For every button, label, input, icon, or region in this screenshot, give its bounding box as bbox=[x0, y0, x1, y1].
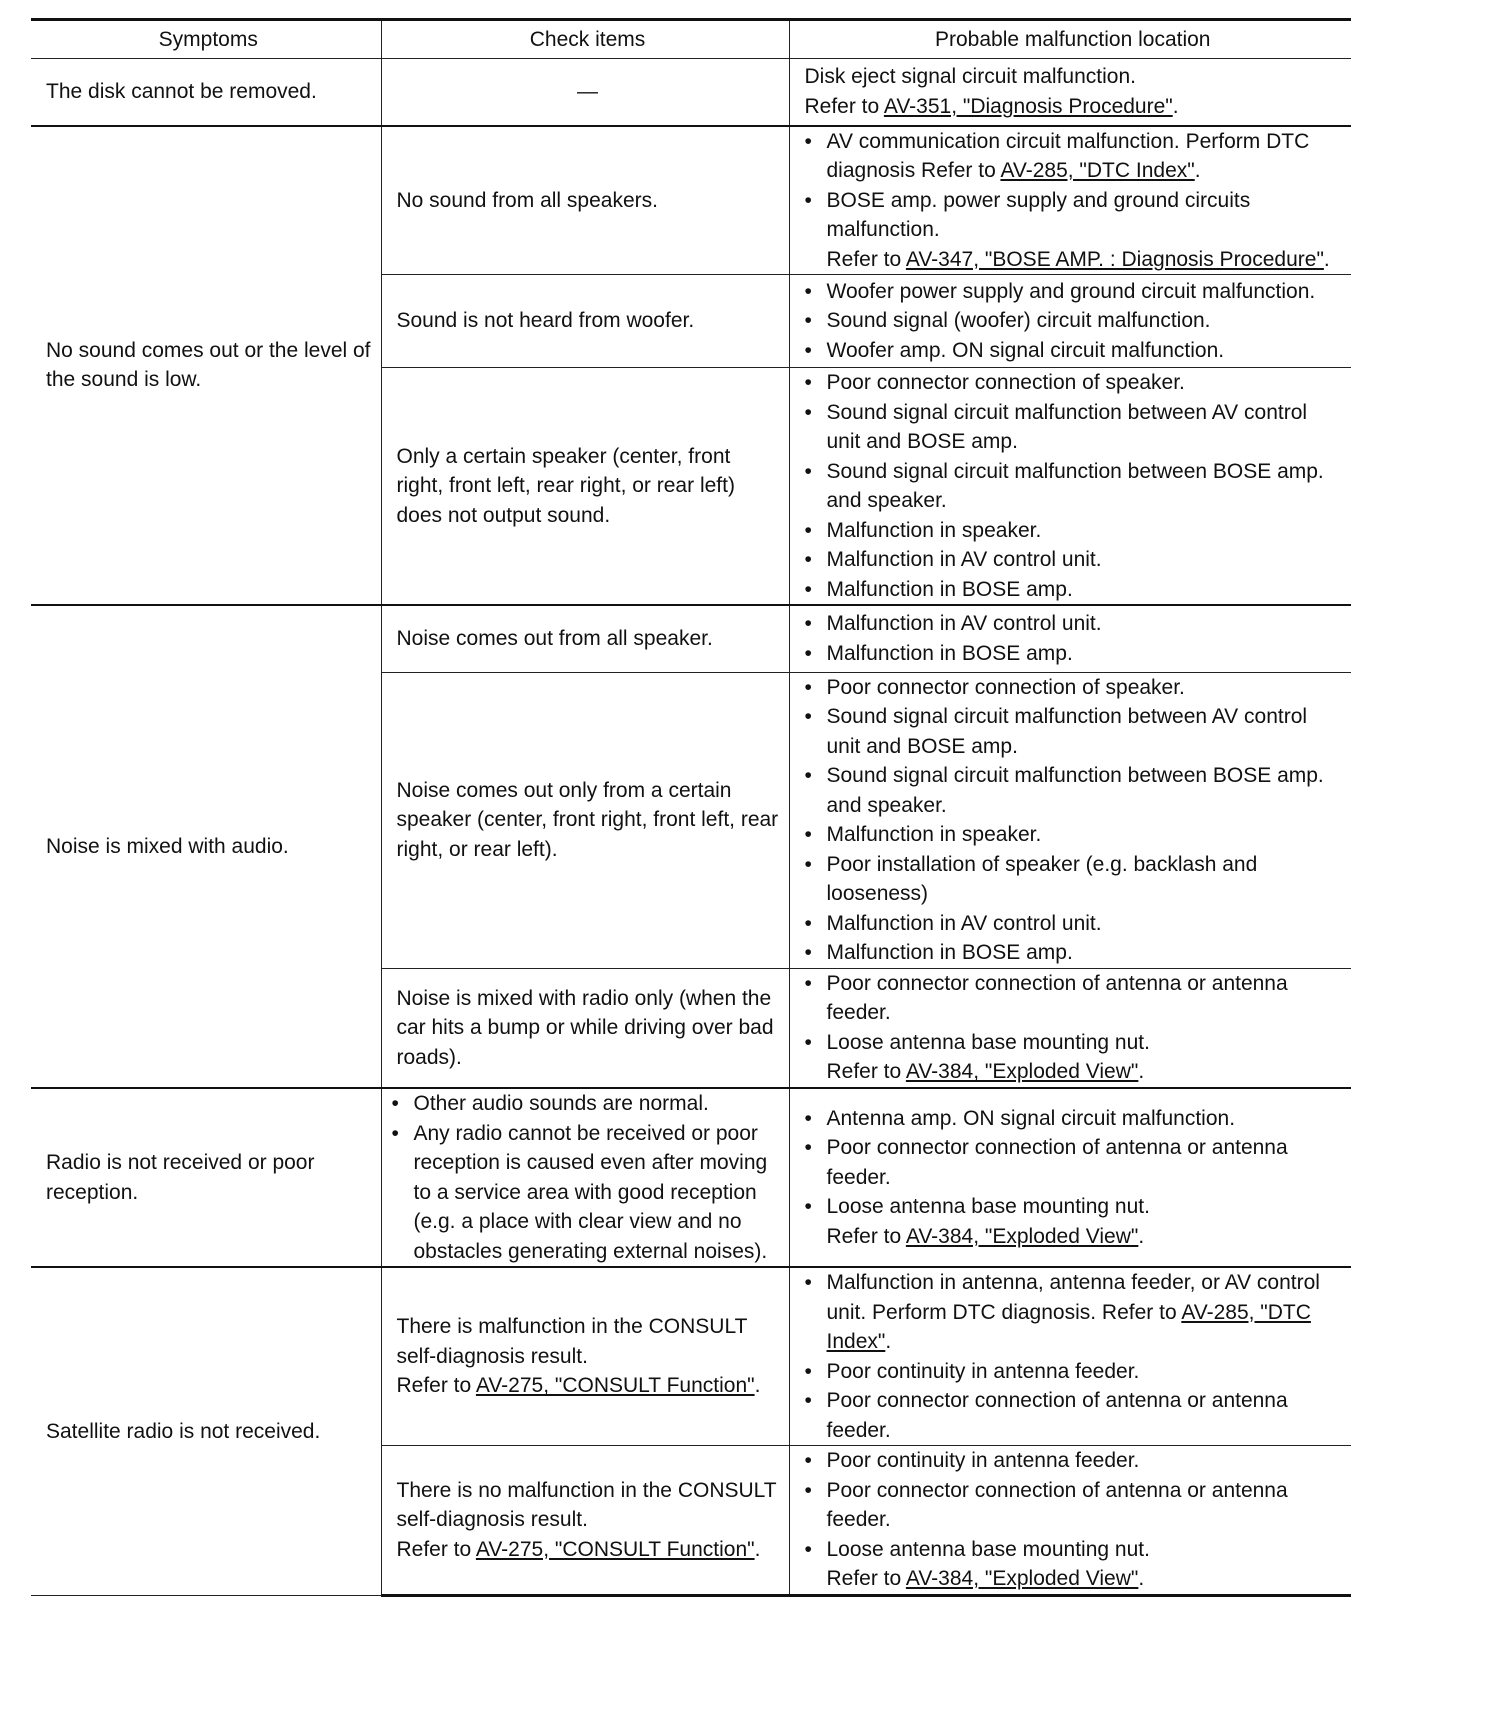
refer-text: Refer to bbox=[826, 247, 906, 271]
reference-link[interactable]: AV-384, "Exploded View" bbox=[905, 1567, 1139, 1590]
location-cell bbox=[789, 275, 1351, 368]
location-cell bbox=[789, 672, 1351, 968]
check-cell: Only a certain speaker (center, front right, front left, rear right, or rear left) does not output sound. bbox=[381, 368, 789, 606]
diagnosis-table-page bbox=[31, 18, 1351, 1597]
symptom-cell: Radio is not received or poor reception. bbox=[31, 1088, 381, 1267]
list-item bbox=[805, 127, 1342, 186]
symptom-cell: Noise is mixed with audio. bbox=[31, 605, 381, 1088]
list-item bbox=[805, 186, 1342, 275]
period: . bbox=[754, 1537, 761, 1561]
location-cell bbox=[789, 1446, 1351, 1596]
table-row bbox=[31, 126, 1351, 275]
period: . bbox=[754, 1374, 761, 1398]
table-row bbox=[31, 605, 1351, 672]
list-item: • Malfunction in AV control unit. bbox=[805, 545, 1342, 575]
location-cell bbox=[789, 1267, 1351, 1446]
check-cell: Noise is mixed with radio only (when the car hits a bump or while driving over bad roads). bbox=[381, 968, 789, 1088]
header-row bbox=[31, 20, 1351, 59]
check-text: There is no malfunction in the CONSULT self-diagnosis result. bbox=[396, 1478, 777, 1531]
location-text: Disk eject signal circuit malfunction. bbox=[804, 65, 1136, 89]
location-cell bbox=[789, 59, 1351, 126]
symptom-table bbox=[31, 18, 1351, 1597]
period: . bbox=[1138, 1567, 1145, 1590]
check-text: There is malfunction in the CONSULT self-diagnosis result. bbox=[396, 1315, 748, 1368]
symptom-cell: Satellite radio is not received. bbox=[31, 1267, 381, 1595]
reference-link[interactable]: AV-285, "DTC Index" bbox=[1000, 159, 1195, 182]
refer-text: Refer to bbox=[396, 1537, 476, 1561]
check-cell: No sound from all speakers. bbox=[381, 126, 789, 275]
header-location: Probable malfunction location bbox=[789, 20, 1351, 59]
list-item: • Poor continuity in antenna feeder. bbox=[805, 1446, 1342, 1476]
item-text: Loose antenna base mounting nut. bbox=[826, 1195, 1150, 1219]
item-text: BOSE amp. power supply and ground circuits malfunction. bbox=[826, 188, 1251, 241]
table-row bbox=[31, 1267, 1351, 1446]
list-item: • Poor connector connection of speaker. bbox=[805, 368, 1342, 398]
list-item: • Poor continuity in antenna feeder. bbox=[805, 1357, 1342, 1387]
location-cell bbox=[789, 368, 1351, 606]
header-symptoms: Symptoms bbox=[31, 20, 381, 59]
list-item: • Malfunction in BOSE amp. bbox=[805, 575, 1342, 605]
list-item: • Malfunction in speaker. bbox=[805, 820, 1342, 850]
list-item: • Malfunction in AV control unit. bbox=[805, 909, 1342, 939]
list-item: • Poor connector connection of antenna or antenna feeder. bbox=[805, 969, 1342, 1028]
symptom-cell: The disk cannot be removed. bbox=[31, 59, 381, 126]
reference-link[interactable]: AV-351, "Diagnosis Procedure" bbox=[883, 94, 1173, 118]
item-text: AV communication circuit malfunction. Perform DTC diagnosis Refer to bbox=[826, 129, 1310, 182]
item-text: Loose antenna base mounting nut. bbox=[826, 1030, 1150, 1054]
reference-link[interactable]: AV-275, "CONSULT Function" bbox=[475, 1374, 755, 1398]
list-item bbox=[805, 1028, 1342, 1087]
list-item: • Sound signal (woofer) circuit malfunction. bbox=[805, 306, 1342, 336]
check-cell: Noise comes out from all speaker. bbox=[381, 605, 789, 672]
header-check-items: Check items bbox=[381, 20, 789, 59]
list-item bbox=[805, 1268, 1342, 1357]
list-item: • Sound signal circuit malfunction between AV control unit and BOSE amp. bbox=[805, 702, 1342, 761]
list-item: • Sound signal circuit malfunction between BOSE amp. and speaker. bbox=[805, 457, 1342, 516]
location-cell bbox=[789, 1088, 1351, 1267]
list-item: • Antenna amp. ON signal circuit malfunction. bbox=[805, 1104, 1342, 1134]
list-item: • Poor installation of speaker (e.g. backlash and looseness) bbox=[805, 850, 1342, 909]
list-item: • Woofer amp. ON signal circuit malfunction. bbox=[805, 336, 1342, 366]
location-cell bbox=[789, 605, 1351, 672]
list-item: • Malfunction in AV control unit. bbox=[805, 609, 1342, 639]
location-cell bbox=[789, 126, 1351, 275]
period: . bbox=[885, 1330, 892, 1353]
table-row bbox=[31, 59, 1351, 126]
list-item: • Malfunction in BOSE amp. bbox=[805, 938, 1342, 968]
refer-text: Refer to bbox=[826, 1567, 906, 1590]
period: . bbox=[1323, 247, 1330, 271]
check-cell: Sound is not heard from woofer. bbox=[381, 275, 789, 368]
item-text: Loose antenna base mounting nut. bbox=[826, 1537, 1150, 1561]
check-cell bbox=[381, 1088, 789, 1267]
refer-text: Refer to bbox=[826, 1224, 906, 1248]
refer-text: Refer to bbox=[804, 94, 884, 118]
check-cell: — bbox=[381, 59, 789, 126]
period: . bbox=[1172, 94, 1179, 118]
check-cell bbox=[381, 1267, 789, 1446]
reference-link[interactable]: AV-285, "DTC Index" bbox=[826, 1300, 1311, 1353]
list-item: • Other audio sounds are normal. bbox=[392, 1089, 779, 1119]
location-cell bbox=[789, 968, 1351, 1088]
item-text: Malfunction in antenna, antenna feeder, or AV control unit. Perform DTC diagnosis. Refer to bbox=[826, 1271, 1320, 1324]
list-item bbox=[805, 1192, 1342, 1251]
list-item: • Any radio cannot be received or poor reception is caused even after moving to a service area with good reception (e.g. a place with clear view and no obstacles generating external noises). bbox=[392, 1119, 779, 1267]
list-item: • Poor connector connection of antenna or antenna feeder. bbox=[805, 1133, 1342, 1192]
check-cell bbox=[381, 1446, 789, 1596]
table-row bbox=[31, 1088, 1351, 1267]
list-item: • Malfunction in BOSE amp. bbox=[805, 639, 1342, 669]
refer-text: Refer to bbox=[826, 1060, 906, 1084]
reference-link[interactable]: AV-275, "CONSULT Function" bbox=[475, 1537, 755, 1561]
list-item: • Sound signal circuit malfunction between BOSE amp. and speaker. bbox=[805, 761, 1342, 820]
list-item: • Poor connector connection of speaker. bbox=[805, 673, 1342, 703]
period: . bbox=[1138, 1060, 1145, 1084]
list-item: • Poor connector connection of antenna or antenna feeder. bbox=[805, 1476, 1342, 1535]
reference-link[interactable]: AV-384, "Exploded View" bbox=[905, 1224, 1139, 1248]
symptom-cell: No sound comes out or the level of the sound is low. bbox=[31, 126, 381, 606]
list-item: • Sound signal circuit malfunction between AV control unit and BOSE amp. bbox=[805, 398, 1342, 457]
reference-link[interactable]: AV-347, "BOSE AMP. : Diagnosis Procedure" bbox=[905, 247, 1324, 271]
list-item bbox=[805, 1535, 1342, 1594]
list-item: • Poor connector connection of antenna or antenna feeder. bbox=[805, 1386, 1342, 1445]
list-item: • Woofer power supply and ground circuit malfunction. bbox=[805, 277, 1342, 307]
period: . bbox=[1194, 159, 1201, 182]
check-cell: Noise comes out only from a certain speaker (center, front right, front left, rear right, or rear left). bbox=[381, 672, 789, 968]
list-item: • Malfunction in speaker. bbox=[805, 516, 1342, 546]
reference-link[interactable]: AV-384, "Exploded View" bbox=[905, 1060, 1139, 1084]
refer-text: Refer to bbox=[396, 1374, 476, 1398]
period: . bbox=[1138, 1224, 1145, 1248]
